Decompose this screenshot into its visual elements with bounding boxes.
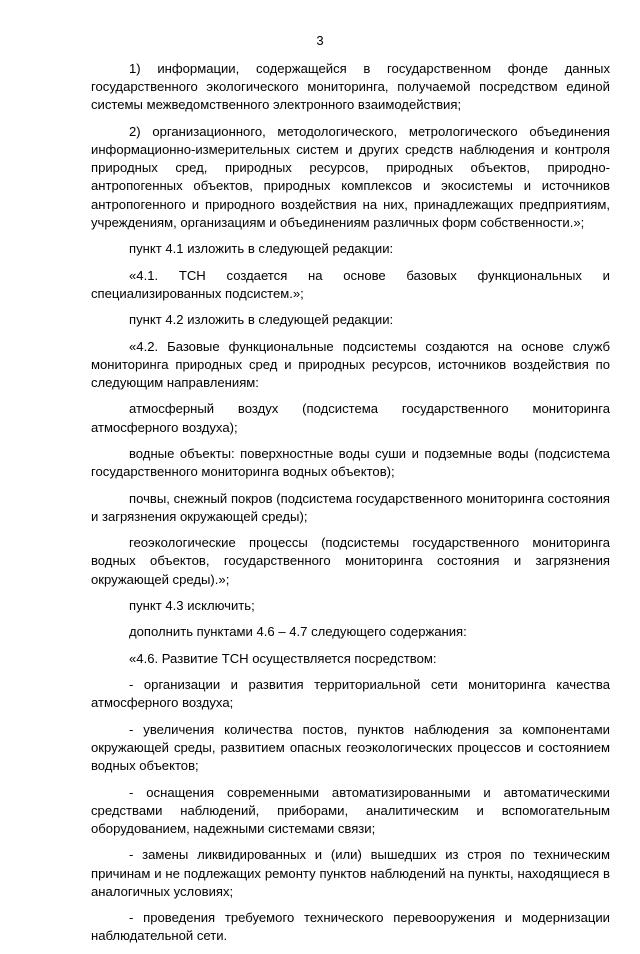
paragraph-geoecological: геоэкологические процессы (подсистемы государственного мониторинга водных объектов, государственного мониторинга состояния и загрязнения окружающей среды).»; — [91, 535, 610, 587]
paragraph-bullet-1: - организации и развития территориальной сети мониторинга качества атмосферного воздуха; — [91, 677, 610, 711]
paragraph-item-1: 1) информации, содержащейся в государственном фонде данных государственного экологического мониторинга, получаемой посредством единой системы межведомственного электронного взаимодействия; — [91, 61, 610, 113]
paragraph-bullet-4: - замены ликвидированных и (или) вышедших из строя по техническим причинам и не подлежащих ремонту пунктов наблюдений на пункты, находящиеся в аналогичных условиях; — [91, 847, 610, 899]
paragraph-clause-4-1-text: «4.1. ТСН создается на основе базовых функциональных и специализированных подсистем.»; — [91, 267, 610, 301]
paragraph-add-clauses: дополнить пунктами 4.6 – 4.7 следующего содержания: — [129, 624, 467, 640]
paragraph-bullet-5: - проведения требуемого технического перевооружения и модернизации наблюдательной сети. — [91, 910, 610, 944]
paragraph-clause-4-6: «4.6. Развитие ТСН осуществляется посредством: — [129, 650, 437, 666]
paragraph-water-objects: водные объекты: поверхностные воды суши и подземные воды (подсистема государственного мониторинга водных объектов); — [91, 445, 610, 480]
paragraph-clause-4-1-intro: пункт 4.1 изложить в следующей редакции: — [129, 241, 394, 257]
paragraph-soils: почвы, снежный покров (подсистема государственного мониторинга состояния и загрязнения окружающей среды); — [91, 490, 610, 524]
paragraph-item-2: 2) организационного, методологического, метрологического объединения информационно-измерительных систем и других средств наблюдения и контроля природных сред, природных ресурсов, природных объектов, природно-антропогенных объектов, природных комплексов и экосистемы и источников антропогенного и природного воздействия на них, принадлежащих предприятиям, учреждениям, организациям и объединениям различных форм собственности.»; — [91, 123, 610, 230]
paragraph-bullet-2: - увеличения количества постов, пунктов наблюдения за компонентами окружающей среды, развитием опасных геоэкологических процессов и состоянием водных объектов; — [91, 721, 610, 774]
paragraph-atmospheric-air: атмосферный воздух (подсистема государственного мониторинга атмосферного воздуха); — [91, 401, 610, 435]
paragraph-clause-4-2-text: «4.2. Базовые функциональные подсистемы создаются на основе служб мониторинга природных сред и природных ресурсов, источников воздействия по следующим направлениям: — [91, 338, 610, 390]
document-body — [91, 60, 610, 954]
paragraph-bullet-3: - оснащения современными автоматизированными и автоматическими средствами наблюдений, приборами, аналитическим и вспомогательным оборудованием, надежными системами связи; — [91, 784, 610, 836]
paragraph-clause-4-3: пункт 4.3 исключить; — [129, 597, 255, 613]
page-number: 3 — [316, 33, 324, 48]
paragraph-clause-4-2-intro: пункт 4.2 изложить в следующей редакции: — [129, 312, 394, 328]
